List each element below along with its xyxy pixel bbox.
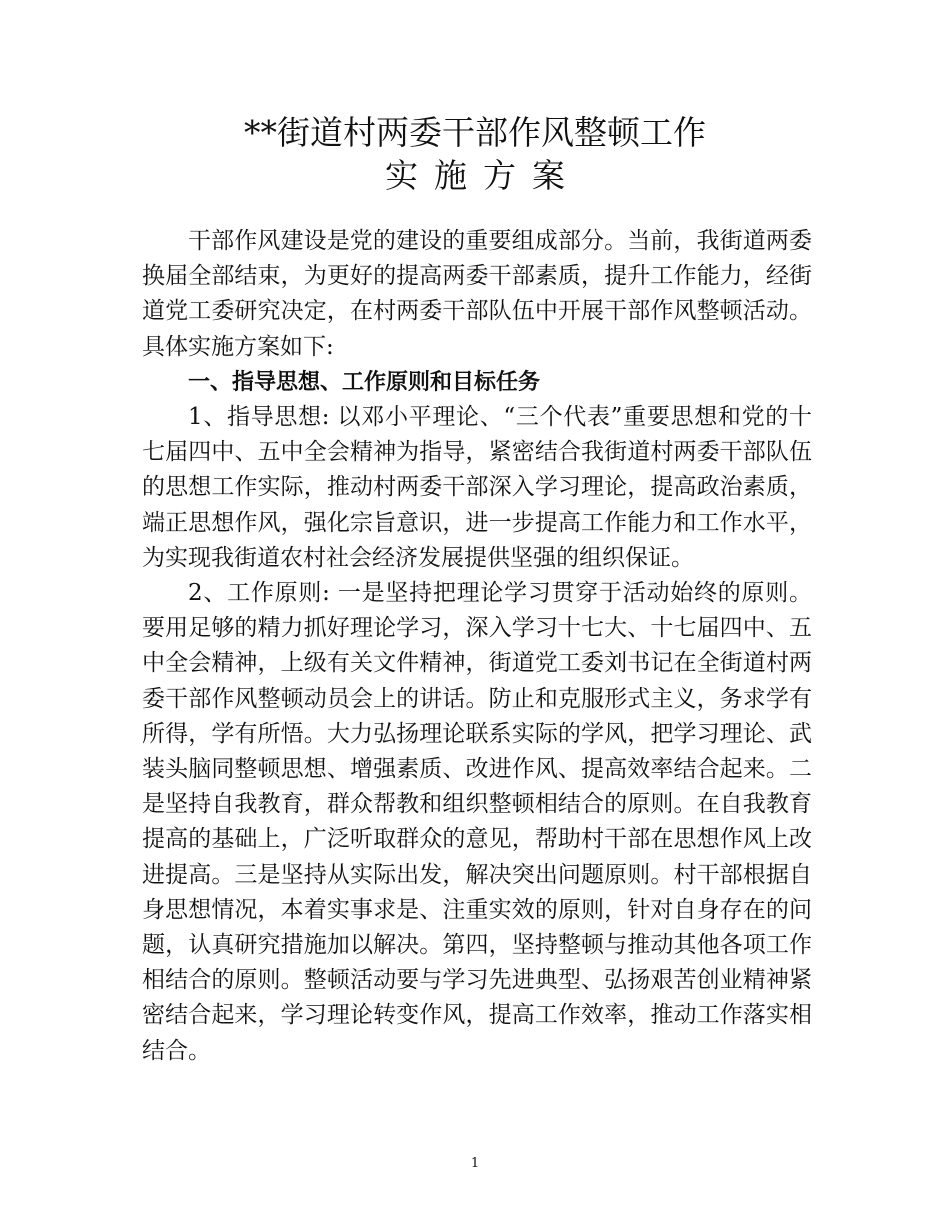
intro-paragraph: 干部作风建设是党的建设的重要组成部分。当前，我街道两委换届全部结束，为更好的提高两委干部素质，提升工作能力，经街道党工委研究决定，在村两委干部队伍中开展干部作风整顿活动。具体实施方案如下: bbox=[142, 228, 812, 360]
work-principles-paragraph: 2、工作原则: 一是坚持把理论学习贯穿于活动始终的原则。要用足够的精力抓好理论学习，深入学习十七大、十七届四中、五中全会精神，上级有关文件精神，街道党工委刘书记在全街道村两委干部作风整顿动员会上的讲话。防止和克服形式主义，务求学有所得，学有所悟。大力弘扬理论联系实际的学风，把学习理论、武装头脑同整顿思想、增强素质、改进作风、提高效率结合起来。二是坚持自我教育，群众帮教和组织整顿相结合的原则。在自我教育提高的基础上，广泛听取群众的意见，帮助村干部在思想作风上改进提高。三是坚持从实际出发，解决突出问题原则。村干部根据自身思想情况，本着实事求是、注重实效的原则，针对自身存在的问题，认真研究措施加以解决。第四，坚持整顿与推动其他各项工作相结合的原则。整顿活动要与学习先进典型、弘扬艰苦创业精神紧密结合起来，学习理论转变作风，提高工作效率，推动工作落实相结合。 bbox=[142, 580, 812, 1064]
section-heading: 一、指导思想、工作原则和目标任务 bbox=[188, 369, 541, 395]
guiding-thought-paragraph: 1、指导思想: 以邓小平理论、“三个代表”重要思想和党的十七届四中、五中全会精神为指导，紧密结合我街道村两委干部队伍的思想工作实际，推动村两委干部深入学习理论，提高政治素质，端正思想作风，强化宗旨意识，进一步提高工作能力和工作水平，为实现我街道农村社会经济发展提供坚强的组织保证。 bbox=[142, 404, 812, 571]
document-body bbox=[142, 224, 812, 1069]
document-title: **街道村两委干部作风整顿工作 bbox=[244, 113, 706, 152]
document-subtitle: 实施方案 bbox=[385, 156, 581, 195]
page-number: 1 bbox=[470, 1156, 480, 1171]
